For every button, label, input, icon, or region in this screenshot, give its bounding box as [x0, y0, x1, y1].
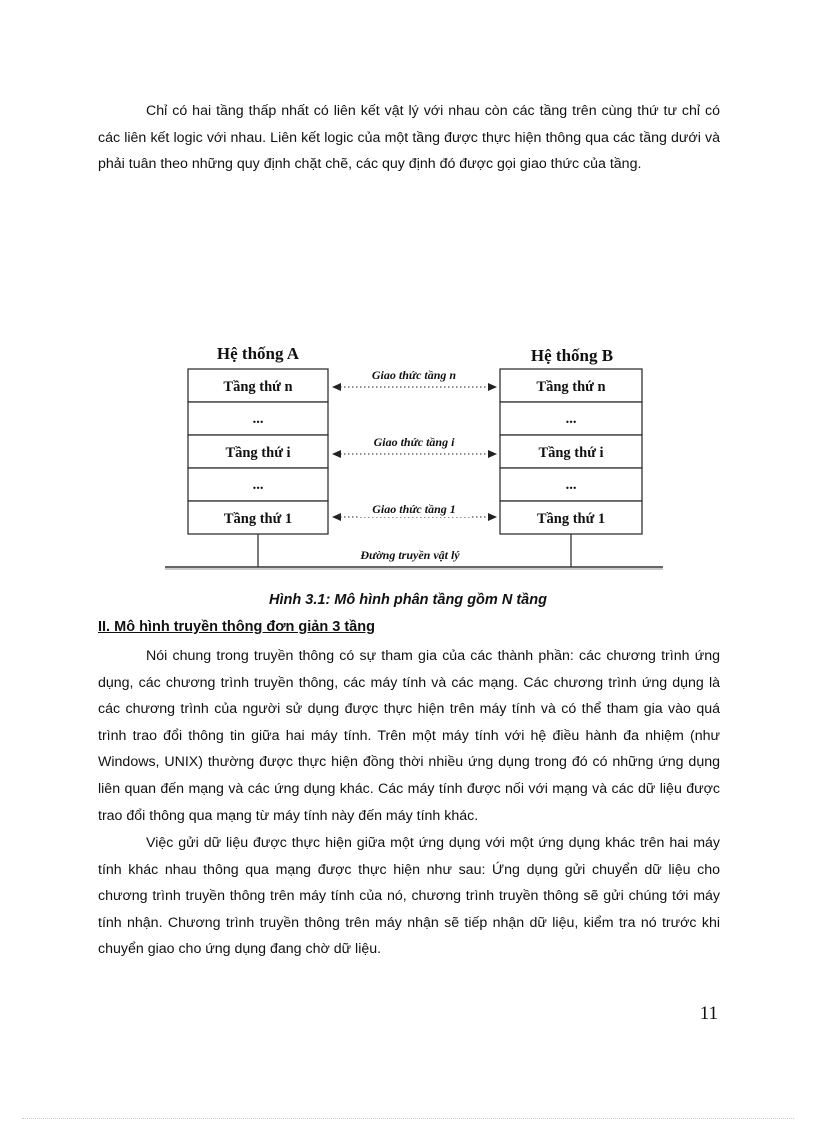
system-b-layer-n-label: Tầng thứ n: [536, 379, 606, 395]
system-a-title: Hệ thống A: [216, 344, 300, 363]
system-a-layer-1-label: Tầng thứ 1: [223, 511, 293, 527]
page-number: 11: [699, 1003, 718, 1024]
protocol-arrow-i: [332, 435, 497, 458]
paragraph-data-sending: Việc gửi dữ liệu được thực hiện giữa một ứng dụng với một ứng dụng khác trên hai máy tính khác nhau thông qua mạng được thực hiện như sau: Ứng dụng gửi chuyển dữ liệu cho chương trình truyền thông trên máy tính của nó, chương trình truyền thông sẽ gửi chúng tới máy tính nhận. Chương trình truyền thông trên máy nhận sẽ tiếp nhận dữ liệu, kiểm tra nó trước khi chuyển giao cho ứng dụng đang chờ dữ liệu.: [98, 835, 720, 958]
protocol-label-n: Giao thức tầng n: [371, 368, 457, 382]
system-b-layer-i-label: Tầng thứ i: [538, 445, 604, 461]
protocol-arrow-n: [332, 368, 497, 391]
system-b-ellipsis-upper-label: ...: [565, 411, 577, 427]
system-a-stack: [188, 369, 328, 534]
physical-medium: [165, 534, 663, 569]
section-heading: II. Mô hình truyền thông đơn giản 3 tầng: [98, 619, 375, 635]
figure-caption: Hình 3.1: Mô hình phân tầng gồm N tầng: [269, 592, 547, 608]
system-a-ellipsis-lower-label: ...: [252, 477, 264, 493]
protocol-arrow-1: [332, 502, 497, 521]
system-b-stack: [500, 369, 642, 534]
footer-divider: [22, 1118, 794, 1119]
paragraph-layer-links: Chỉ có hai tầng thấp nhất có liên kết vật lý với nhau còn các tầng trên cùng thứ tư chỉ có các liên kết logic với nhau. Liên kết logic của một tầng được thực hiện thông qua các tầng dưới và phải tuân theo những quy định chặt chẽ, các quy định đó được gọi giao thức của tầng.: [98, 103, 720, 173]
system-b-title: Hệ thống B: [530, 346, 614, 365]
system-a-ellipsis-upper-label: ...: [252, 411, 264, 427]
paragraph-communication-components: Nói chung trong truyền thông có sự tham gia của các thành phần: các chương trình ứng dụng, các chương trình truyền thông, các máy tính và các mạng. Các chương trình ứng dụng là các chương trình của người sử dụng được thực hiện trên máy tính và có thể tham gia vào quá trình trao đổi thông tin giữa hai máy tính. Trên một máy tính với hệ điều hành đa nhiệm (như Windows, UNIX) thường được thực hiện đồng thời nhiều ứng dụng trong đó có những ứng dụng liên quan đến mạng và các ứng dụng khác. Các máy tính được nối với mạng và các dữ liệu được trao đổi thông qua mạng từ máy tính này đến máy tính khác.: [98, 648, 720, 824]
medium-label: Đường truyền vật lý: [360, 548, 460, 562]
system-b-ellipsis-lower-label: ...: [565, 477, 577, 493]
protocol-label-i: Giao thức tầng i: [373, 435, 455, 449]
protocol-label-1: Giao thức tầng 1: [372, 502, 456, 516]
system-a-layer-n-label: Tầng thứ n: [223, 379, 293, 395]
system-a-layer-i-label: Tầng thứ i: [225, 445, 291, 461]
system-b-layer-1-label: Tầng thứ 1: [536, 511, 606, 527]
